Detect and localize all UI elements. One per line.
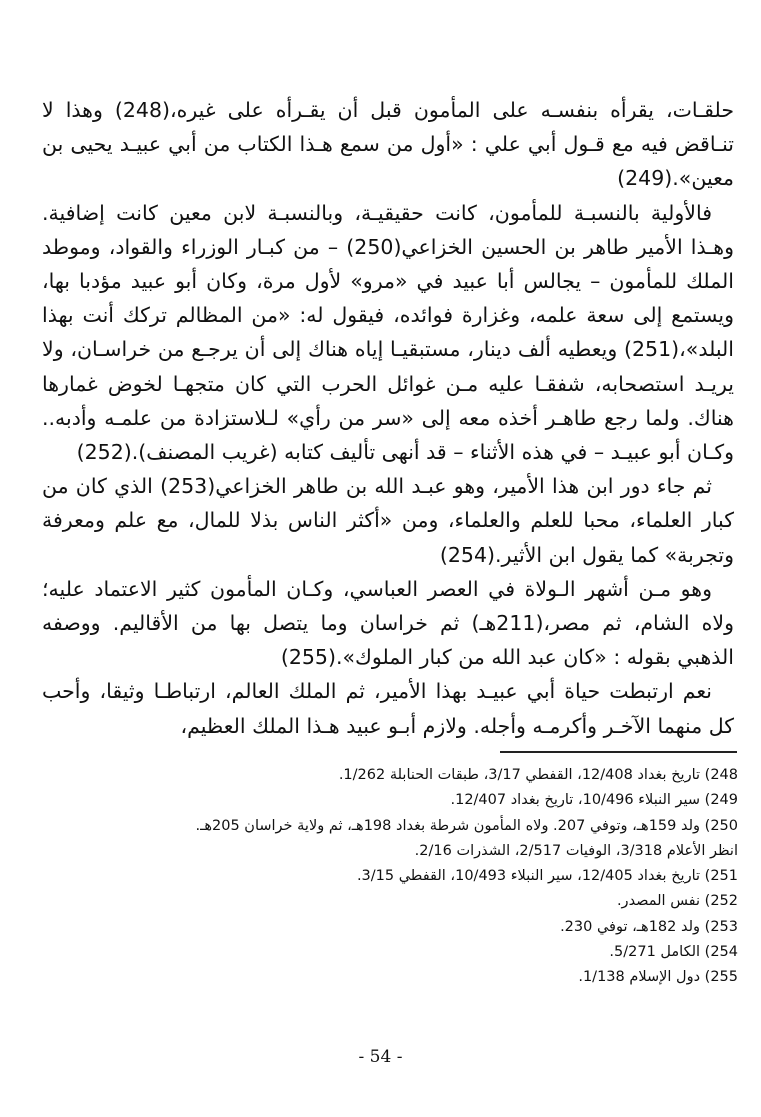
paragraph: وهو مـن أشهر الـولاة في العصر العباسي، وكـان المأمون كثير الاعتماد عليه؛ ولاه الشام، ثم مصر،(211هـ) ثم خراسان وما يتصل بها من الأقاليم. ووصفه الذهبي بقوله : «كان عبد الله من كبار الملوك».(255)	[42, 576, 734, 670]
footnote-separator	[500, 751, 737, 753]
paragraph: فالأولية بالنسبـة للمأمون، كانت حقيقيـة، وبالنسبـة لابن معين كانت إضافية. وهـذا الأمير طاهر بن الحسين الخزاعي(250) – من كبـار الوزراء والقواد، وموطد الملك للمأمون – يجالس أبا عبيد في «مرو» لأول مرة، وكان أبو عبيد مؤدبا بها، ويستمع إلى سعة علمه، وغزارة فوائده، فيقول له: «من المظالم تركك أنت بهذا البلد»،(251) ويعطيه ألف دينار، مستبقيـا إياه هناك إلى أن يرجـع من خراسـان، ولا يريـد استصحابه، شفقـا عليه مـن غوائل الحرب التي كان متجهـا لخوض غمارها هناك. ولما رجع طاهـر أخذه معه إلى «سر من رأي» لـلاستزادة من علمـه وأدبه.. وكـان أبو عبيـد – في هذه الأثناء – قد أنهى تأليف كتابه (غريب المصنف).(252)	[42, 200, 734, 465]
footnote: 251) تاريخ بغداد 12/405، سير النبلاء 10/493، القفطي 3/15.	[356, 868, 738, 885]
footnote: 254) الكامل 5/271.	[609, 944, 738, 961]
paragraph: نعم ارتبطت حياة أبي عبيـد بهذا الأمير، ثم الملك العالم، ارتباطـا وثيقا، وأحب كل منهما الآخـر وأكرمـه وأجله. ولازم أبـو عبيد هـذا الملك العظيم،	[42, 679, 734, 738]
footnote: 255) دول الإسلام 1/138.	[578, 969, 738, 986]
footnote: 248) تاريخ بغداد 12/408، القفطي 3/17، طبقات الحنابلة 1/262.	[338, 767, 738, 783]
footnote-continuation: انظر الأعلام 3/318، الوفيات 2/517، الشذرات 2/16.	[414, 842, 738, 859]
footnotes	[42, 763, 738, 991]
page-number: - 54 -	[358, 1047, 403, 1067]
footnote: 252) نفس المصدر.	[616, 893, 738, 910]
footnote: 250) ولد 159هـ، وتوفي 207. ولاه المأمون شرطة بغداد 198هـ، ثم ولاية خراسان 205هـ.	[195, 817, 738, 834]
paragraph: حلقـات، يقرأه بنفسـه على المأمون قبل أن يقـرأه على غيره،(248) وهذا لا تنـاقض فيه مع قـول أبي علي : «أول من سمع هـذا الكتاب من أبي عبيـد يحيى بن معين».(249)	[42, 98, 734, 191]
main-text	[42, 93, 734, 743]
paragraph: ثم جاء دور ابن هذا الأمير، وهو عبـد الله بن طاهر الخزاعي(253) الذي كان من كبار العلماء، محبا للعلم والعلماء، ومن «أكثر الناس بذلا للمال، مع علم ومعرفة وتجربة» كما يقول ابن الأثير.(254)	[42, 474, 734, 567]
footnote: 253) ولد 182هـ، توفي 230.	[560, 918, 738, 935]
footnote: 249) سير النبلاء 10/496، تاريخ بغداد 12/407.	[450, 792, 738, 809]
